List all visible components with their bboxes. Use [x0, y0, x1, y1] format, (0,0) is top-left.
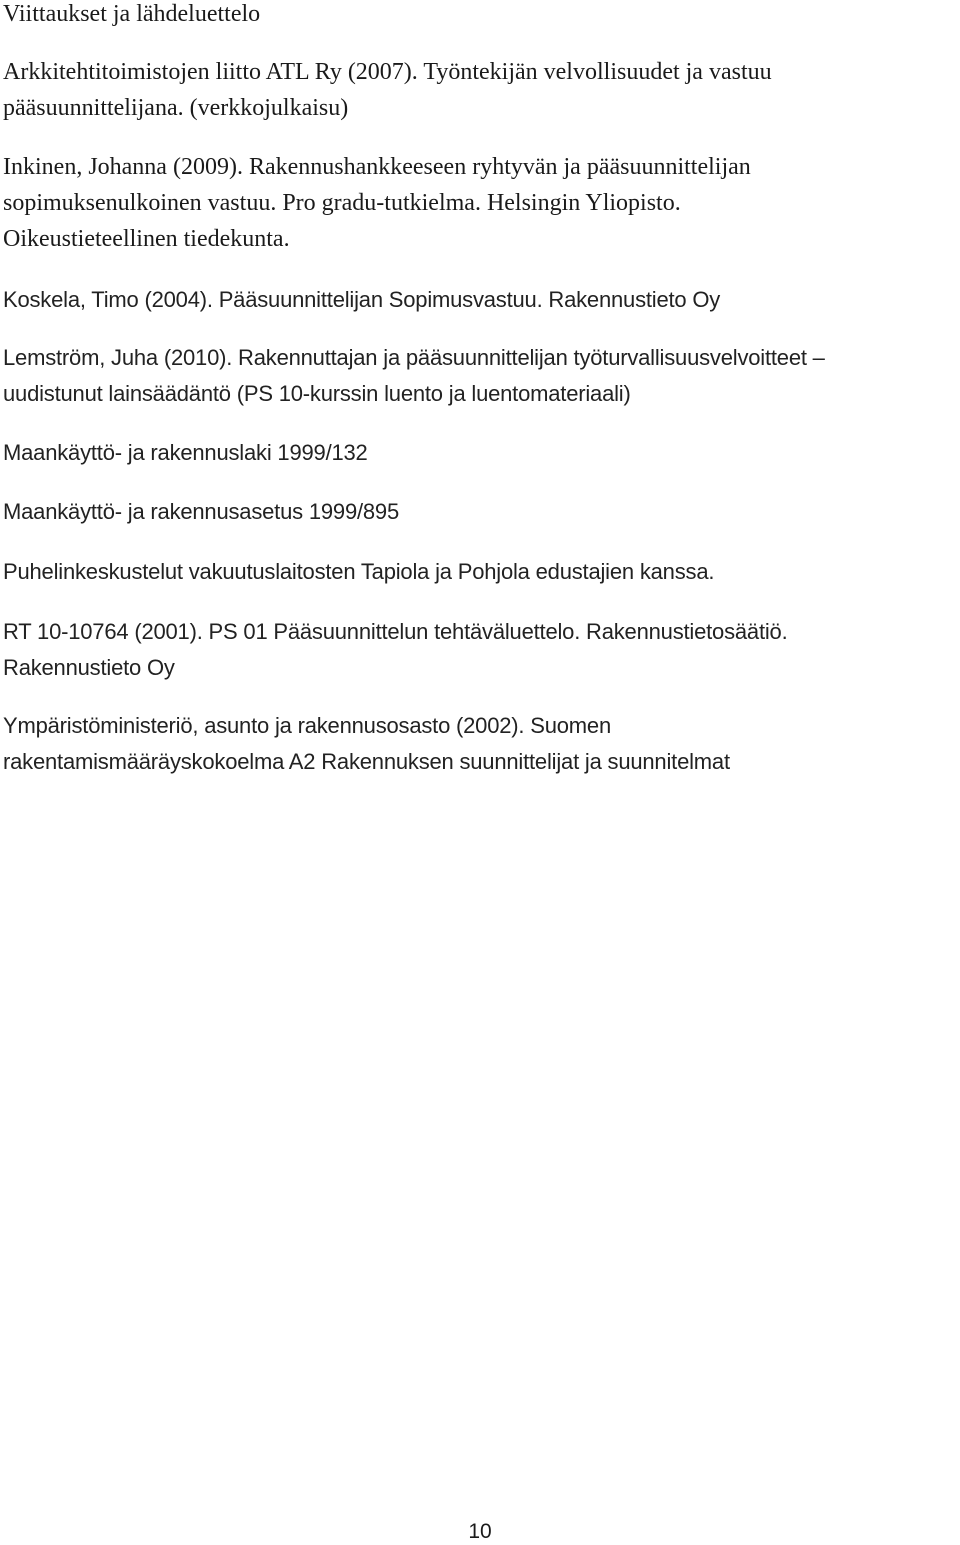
reference-line: Oikeustieteellinen tiedekunta.	[3, 226, 290, 252]
reference-line: Ympäristöministeriö, asunto ja rakennusosasto (2002). Suomen	[3, 713, 611, 738]
reference-line: Lemström, Juha (2010). Rakennuttajan ja pääsuunnittelijan työturvallisuusvelvoitteet –	[3, 345, 825, 370]
reference-line: Puhelinkeskustelut vakuutuslaitosten Tapiola ja Pohjola edustajien kanssa.	[3, 559, 715, 584]
reference-line: Arkkitehtitoimistojen liitto ATL Ry (2007). Työntekijän velvollisuudet ja vastuu	[3, 59, 772, 85]
reference-line: rakentamismääräyskokoelma A2 Rakennuksen suunnittelijat ja suunnitelmat	[3, 749, 730, 774]
reference-line: Inkinen, Johanna (2009). Rakennushankkeeseen ryhtyvän ja pääsuunnittelijan	[3, 154, 751, 180]
reference-line: Maankäyttö- ja rakennuslaki 1999/132	[3, 440, 368, 465]
section-heading: Viittaukset ja lähdeluettelo	[3, 1, 261, 27]
reference-line: RT 10-10764 (2001). PS 01 Pääsuunnittelun tehtäväluettelo. Rakennustietosäätiö.	[3, 619, 788, 644]
reference-line: pääsuunnittelijana. (verkkojulkaisu)	[3, 95, 349, 121]
reference-line: Maankäyttö- ja rakennusasetus 1999/895	[3, 499, 399, 524]
reference-line: sopimuksenulkoinen vastuu. Pro gradu-tutkielma. Helsingin Yliopisto.	[3, 190, 681, 216]
reference-line: Koskela, Timo (2004). Pääsuunnittelijan Sopimusvastuu. Rakennustieto Oy	[3, 287, 721, 312]
reference-line: uudistunut lainsäädäntö (PS 10-kurssin luento ja luentomateriaali)	[3, 381, 631, 406]
page-number: 10	[468, 1520, 492, 1543]
reference-line: Rakennustieto Oy	[3, 655, 175, 680]
